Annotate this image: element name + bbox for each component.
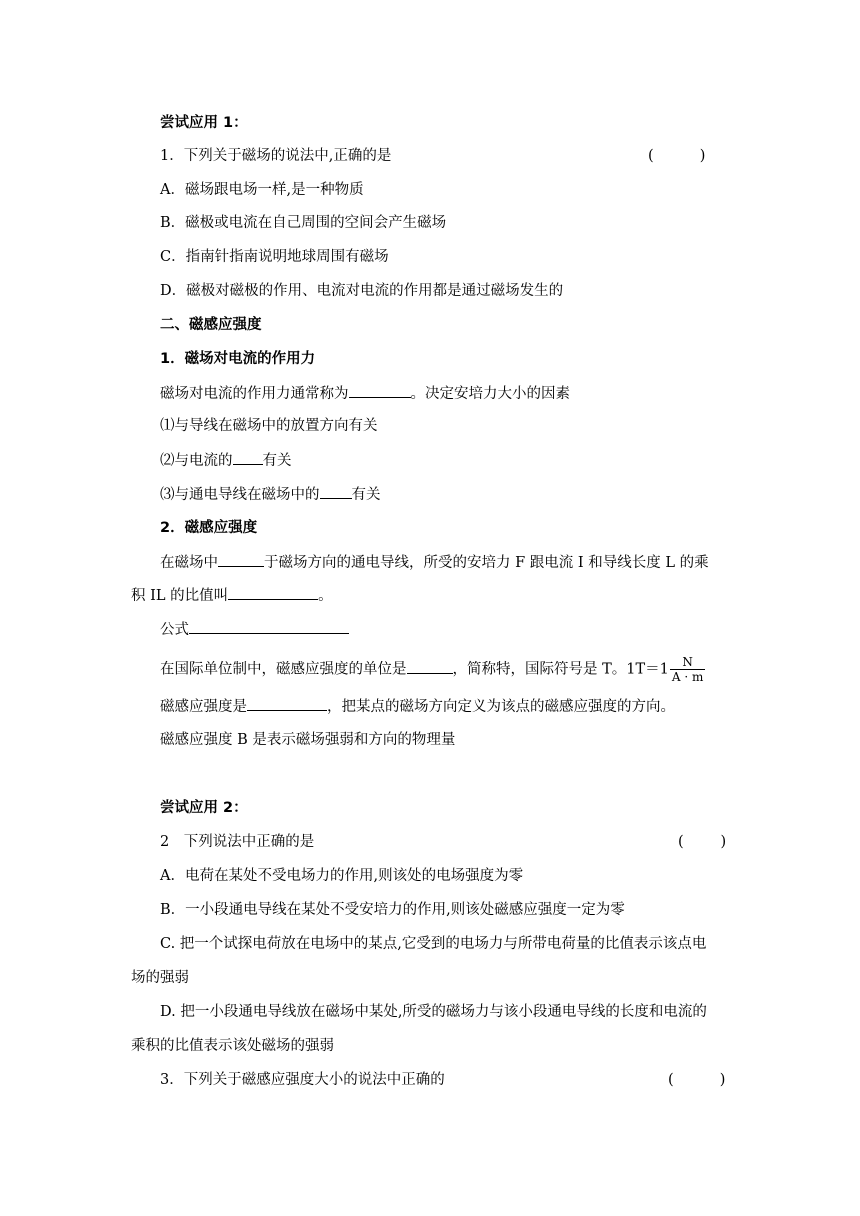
unit-line bbox=[160, 655, 705, 684]
q1-option-b: B．磁极或电流在自己周围的空间会产生磁场 bbox=[160, 215, 447, 231]
sub1-line1 bbox=[160, 383, 570, 404]
vector-line-start: 磁感应强度是 bbox=[160, 699, 247, 715]
q2-option-b: B．一小段通电导线在某处不受安培力的作用,则该处磁感应强度一定为零 bbox=[160, 902, 625, 918]
unit-numerator: N bbox=[670, 655, 706, 670]
blank-vector[interactable] bbox=[247, 696, 327, 711]
blank-ampere-force[interactable] bbox=[349, 383, 411, 398]
b-note: 磁感应强度 B 是表示磁场强弱和方向的物理量 bbox=[160, 732, 456, 748]
q2-option-d-line1: D. 把一小段通电导线放在磁场中某处,所受的磁场力与该小段通电导线的长度和电流的 bbox=[160, 1004, 707, 1020]
blank-b-definition[interactable] bbox=[228, 585, 318, 600]
factor-1: ⑴与导线在磁场中的放置方向有关 bbox=[160, 418, 378, 434]
q1-option-c: C．指南针指南说明地球周围有磁场 bbox=[160, 249, 389, 265]
section2-title: 二、磁感应强度 bbox=[160, 317, 262, 333]
sub2-para1-line2 bbox=[131, 585, 333, 606]
factor-2-end: 有关 bbox=[262, 453, 292, 469]
vector-line bbox=[160, 696, 675, 717]
q1-stem: 1．下列关于磁场的说法中,正确的是 bbox=[160, 148, 392, 164]
factor-3-end: 有关 bbox=[351, 487, 381, 503]
factor-2 bbox=[160, 450, 292, 471]
sub1-line1-end: 。决定安培力大小的因素 bbox=[410, 386, 570, 402]
unit-fraction bbox=[670, 655, 706, 684]
q1-option-a: A．磁场跟电场一样,是一种物质 bbox=[160, 182, 364, 198]
sub1-line1-start: 磁场对电流的作用力通常称为 bbox=[160, 386, 349, 402]
try1-heading: 尝试应用 1： bbox=[160, 115, 248, 131]
q3-answer-paren: ( ) bbox=[668, 1072, 726, 1088]
q3-stem: 3．下列关于磁感应强度大小的说法中正确的 bbox=[160, 1072, 445, 1088]
q2-stem: 2 下列说法中正确的是 bbox=[160, 834, 315, 850]
factor-2-start: ⑵与电流的 bbox=[160, 453, 233, 469]
sub2-para1-rest: 于磁场方向的通电导线，所受的安培力 F 跟电流 I 和导线长度 L 的乘 bbox=[264, 555, 709, 571]
try2-heading: 尝试应用 2： bbox=[160, 800, 248, 816]
blank-formula[interactable] bbox=[189, 619, 349, 634]
factor-3 bbox=[160, 484, 381, 505]
formula-label: 公式 bbox=[160, 622, 189, 638]
vector-line-end: ，把某点的磁场方向定义为该点的磁感应强度的方向。 bbox=[327, 699, 675, 715]
factor-3-start: ⑶与通电导线在磁场中的 bbox=[160, 487, 320, 503]
formula-line bbox=[160, 619, 349, 640]
blank-perpendicular[interactable] bbox=[218, 552, 264, 567]
q2-option-a: A．电荷在某处不受电场力的作用,则该处的电场强度为零 bbox=[160, 868, 524, 884]
q2-option-c-line2: 场的强弱 bbox=[131, 970, 189, 986]
sub2-para1-start: 在磁场中 bbox=[160, 555, 218, 571]
blank-length[interactable] bbox=[320, 484, 352, 499]
unit-line-mid: ，简称特，国际符号是 T。1T＝1 bbox=[452, 661, 669, 678]
q2-option-c-line1: C. 把一个试探电荷放在电场中的某点,它受到的电场力与所带电荷量的比值表示该点电 bbox=[160, 936, 707, 952]
unit-line-start: 在国际单位制中，磁感应强度的单位是 bbox=[160, 661, 407, 678]
sub2-para1-cont: 积 IL 的比值叫 bbox=[131, 588, 229, 604]
sub1-title: 1．磁场对电流的作用力 bbox=[160, 351, 316, 367]
sub2-title: 2．磁感应强度 bbox=[160, 520, 258, 536]
q2-option-d-line2: 乘积的比值表示该处磁场的强弱 bbox=[131, 1038, 334, 1054]
blank-current[interactable] bbox=[233, 450, 263, 465]
blank-unit-name[interactable] bbox=[407, 659, 453, 674]
sub2-para1-end: 。 bbox=[318, 588, 333, 604]
q1-option-d: D．磁极对磁极的作用、电流对电流的作用都是通过磁场发生的 bbox=[160, 283, 564, 299]
unit-denominator: A · m bbox=[671, 670, 704, 684]
q2-answer-paren: ( ) bbox=[678, 834, 727, 850]
q1-answer-paren: ( ) bbox=[648, 148, 706, 164]
sub2-para1-line1 bbox=[160, 552, 709, 573]
